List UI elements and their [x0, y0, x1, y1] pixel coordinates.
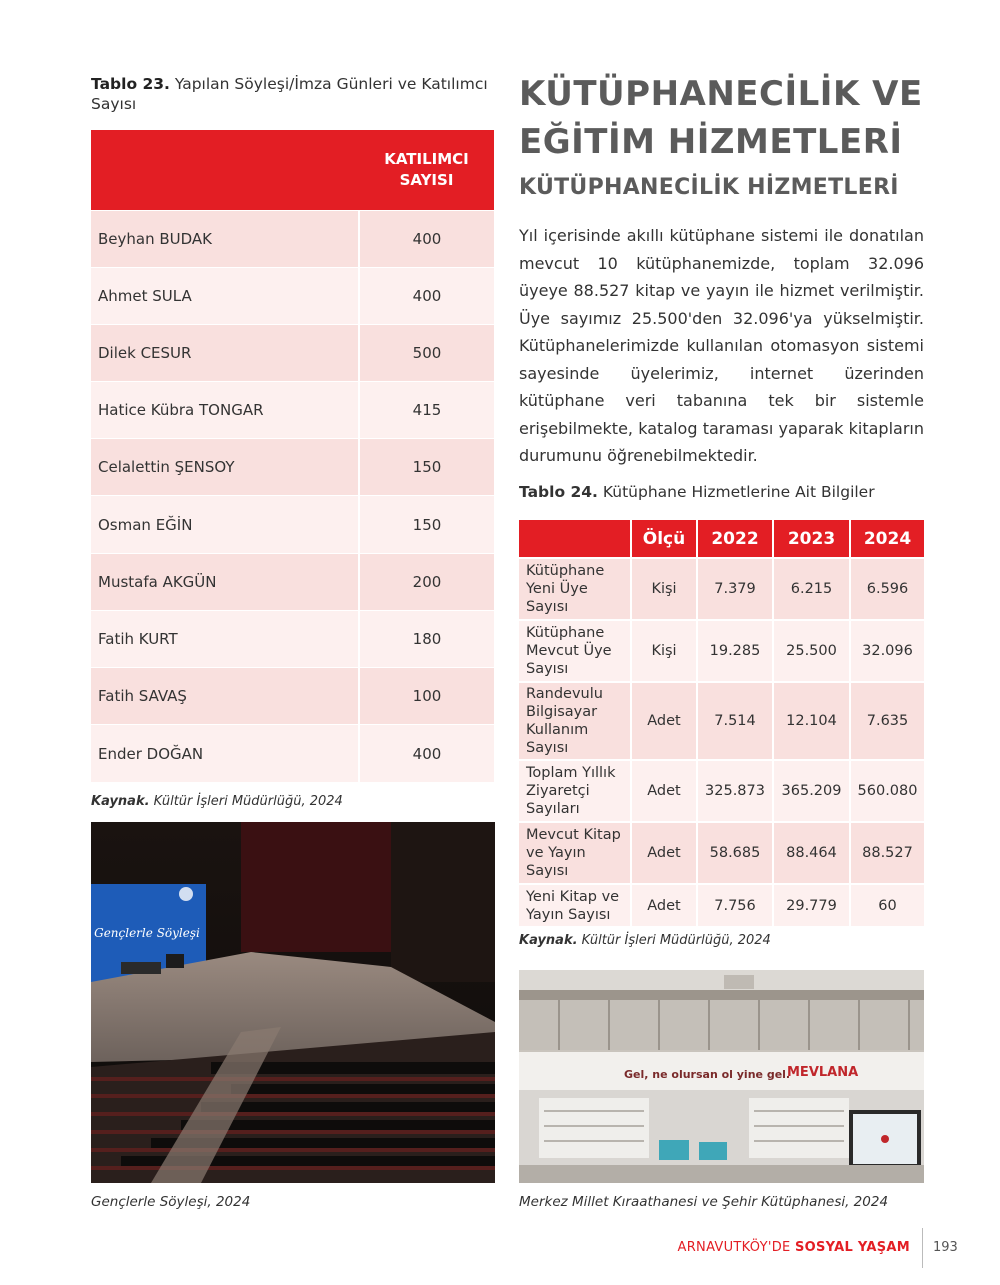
participant-count: 150	[359, 439, 494, 496]
table-row	[519, 620, 924, 682]
row-label: Kütüphane Yeni Üye Sayısı	[519, 558, 631, 620]
table24-header-2022: 2022	[697, 520, 773, 558]
section-body: Yıl içerisinde akıllı kütüphane sistemi ile donatılan mevcut 10 kütüphanemizde, toplam 32.096 üyeye 88.527 kitap ve yayın ile hizmet verilmiştir. Üye sayımız 25.500'den 32.096'ya yükselmiştir. Kütüphanelerimizde kullanılan otomasyon sistemi sayesinde üyelerimiz, internet üzerinden kütüphane veri tabanına tek bir sistemle erişebilmekte, katalog taraması yaparak kitapların durumunu öğrenebilmektedir.	[519, 226, 924, 465]
value-2023: 29.779	[773, 884, 850, 926]
participant-count: 100	[359, 668, 494, 725]
table23-caption	[91, 74, 495, 114]
table24-header-blank	[519, 520, 631, 558]
table23-source: Kaynak. Kültür İşleri Müdürlüğü, 2024	[91, 794, 343, 809]
speaker-name: Ender DOĞAN	[91, 725, 359, 782]
participant-count: 415	[359, 382, 494, 439]
table24-caption	[519, 483, 875, 501]
value-2024: 560.080	[850, 760, 924, 822]
speaker-name: Fatih KURT	[91, 610, 359, 667]
table-row	[91, 267, 494, 324]
speaker-name: Celalettin ŞENSOY	[91, 439, 359, 496]
section-subheading: KÜTÜPHANECİLİK HİZMETLERİ	[519, 175, 899, 200]
section-heading: KÜTÜPHANECİLİK VE EĞİTİM HİZMETLERİ	[519, 74, 923, 162]
table-row	[91, 553, 494, 610]
table-row	[91, 382, 494, 439]
table24-header-2023: 2023	[773, 520, 850, 558]
value-2023: 6.215	[773, 558, 850, 620]
table-row	[91, 496, 494, 553]
speaker-name: Dilek CESUR	[91, 324, 359, 381]
table-row	[91, 210, 494, 267]
participant-count: 400	[359, 267, 494, 324]
speaker-name: Mustafa AKGÜN	[91, 553, 359, 610]
value-2023: 25.500	[773, 620, 850, 682]
participant-count: 150	[359, 496, 494, 553]
photo-left-caption: Gençlerle Söyleşi, 2024	[91, 1194, 251, 1210]
value-2024: 60	[850, 884, 924, 926]
participant-count: 400	[359, 725, 494, 782]
value-2024: 88.527	[850, 822, 924, 884]
value-2024: 7.635	[850, 682, 924, 760]
row-label: Randevulu Bilgisayar Kullanım Sayısı	[519, 682, 631, 760]
wall-quote: Gel, ne olursan ol yine gel.	[624, 1068, 791, 1081]
value-2023: 88.464	[773, 822, 850, 884]
row-label: Kütüphane Mevcut Üye Sayısı	[519, 620, 631, 682]
table23-title: Yapılan Söyleşi/İmza Günleri ve Katılımcı Sayısı	[91, 75, 488, 113]
table-row	[519, 884, 924, 926]
row-unit: Adet	[631, 884, 697, 926]
row-label: Mevcut Kitap ve Yayın Sayısı	[519, 822, 631, 884]
row-unit: Adet	[631, 822, 697, 884]
table-row	[91, 668, 494, 725]
value-2024: 6.596	[850, 558, 924, 620]
table23-header-count: KATILIMCI SAYISI	[359, 130, 494, 210]
table-row	[91, 610, 494, 667]
row-unit: Kişi	[631, 620, 697, 682]
value-2023: 365.209	[773, 760, 850, 822]
row-label: Yeni Kitap ve Yayın Sayısı	[519, 884, 631, 926]
table23-header-blank	[91, 130, 359, 210]
participant-count: 180	[359, 610, 494, 667]
value-2022: 325.873	[697, 760, 773, 822]
speaker-name: Fatih SAVAŞ	[91, 668, 359, 725]
row-label: Toplam Yıllık Ziyaretçi Sayıları	[519, 760, 631, 822]
footer-title: ARNAVUTKÖY'DE SOSYAL YAŞAM	[677, 1240, 910, 1255]
table24-label: Tablo 24.	[519, 483, 598, 501]
value-2023: 12.104	[773, 682, 850, 760]
table-row	[519, 558, 924, 620]
photo-library	[519, 970, 924, 1183]
speaker-name: Ahmet SULA	[91, 267, 359, 324]
banner-text: Gençlerle Söyleşi	[94, 926, 200, 940]
table24-source: Kaynak. Kültür İşleri Müdürlüğü, 2024	[519, 933, 771, 948]
table-row	[91, 725, 494, 782]
row-unit: Adet	[631, 682, 697, 760]
value-2022: 7.756	[697, 884, 773, 926]
table-row	[519, 682, 924, 760]
value-2022: 19.285	[697, 620, 773, 682]
value-2024: 32.096	[850, 620, 924, 682]
row-unit: Kişi	[631, 558, 697, 620]
auditorium-image	[91, 822, 495, 1183]
photo-auditorium	[91, 822, 495, 1183]
table24-header-unit: Ölçü	[631, 520, 697, 558]
participants-table	[91, 130, 494, 782]
row-unit: Adet	[631, 760, 697, 822]
wall-brand: MEVLANA	[787, 1065, 859, 1080]
speaker-name: Osman EĞİN	[91, 496, 359, 553]
photo-right-caption: Merkez Millet Kıraathanesi ve Şehir Kütüphanesi, 2024	[519, 1194, 889, 1210]
value-2022: 7.514	[697, 682, 773, 760]
table23-label: Tablo 23.	[91, 75, 170, 93]
table-row	[519, 822, 924, 884]
participant-count: 400	[359, 210, 494, 267]
table24-header-2024: 2024	[850, 520, 924, 558]
table-row	[519, 760, 924, 822]
speaker-name: Hatice Kübra TONGAR	[91, 382, 359, 439]
footer-divider	[922, 1228, 923, 1268]
library-image	[519, 970, 924, 1183]
page-number: 193	[933, 1240, 958, 1255]
value-2022: 7.379	[697, 558, 773, 620]
table24-title: Kütüphane Hizmetlerine Ait Bilgiler	[597, 483, 875, 501]
speaker-name: Beyhan BUDAK	[91, 210, 359, 267]
participant-count: 200	[359, 553, 494, 610]
value-2022: 58.685	[697, 822, 773, 884]
participant-count: 500	[359, 324, 494, 381]
library-services-table	[519, 520, 924, 926]
table-row	[91, 439, 494, 496]
table-row	[91, 324, 494, 381]
